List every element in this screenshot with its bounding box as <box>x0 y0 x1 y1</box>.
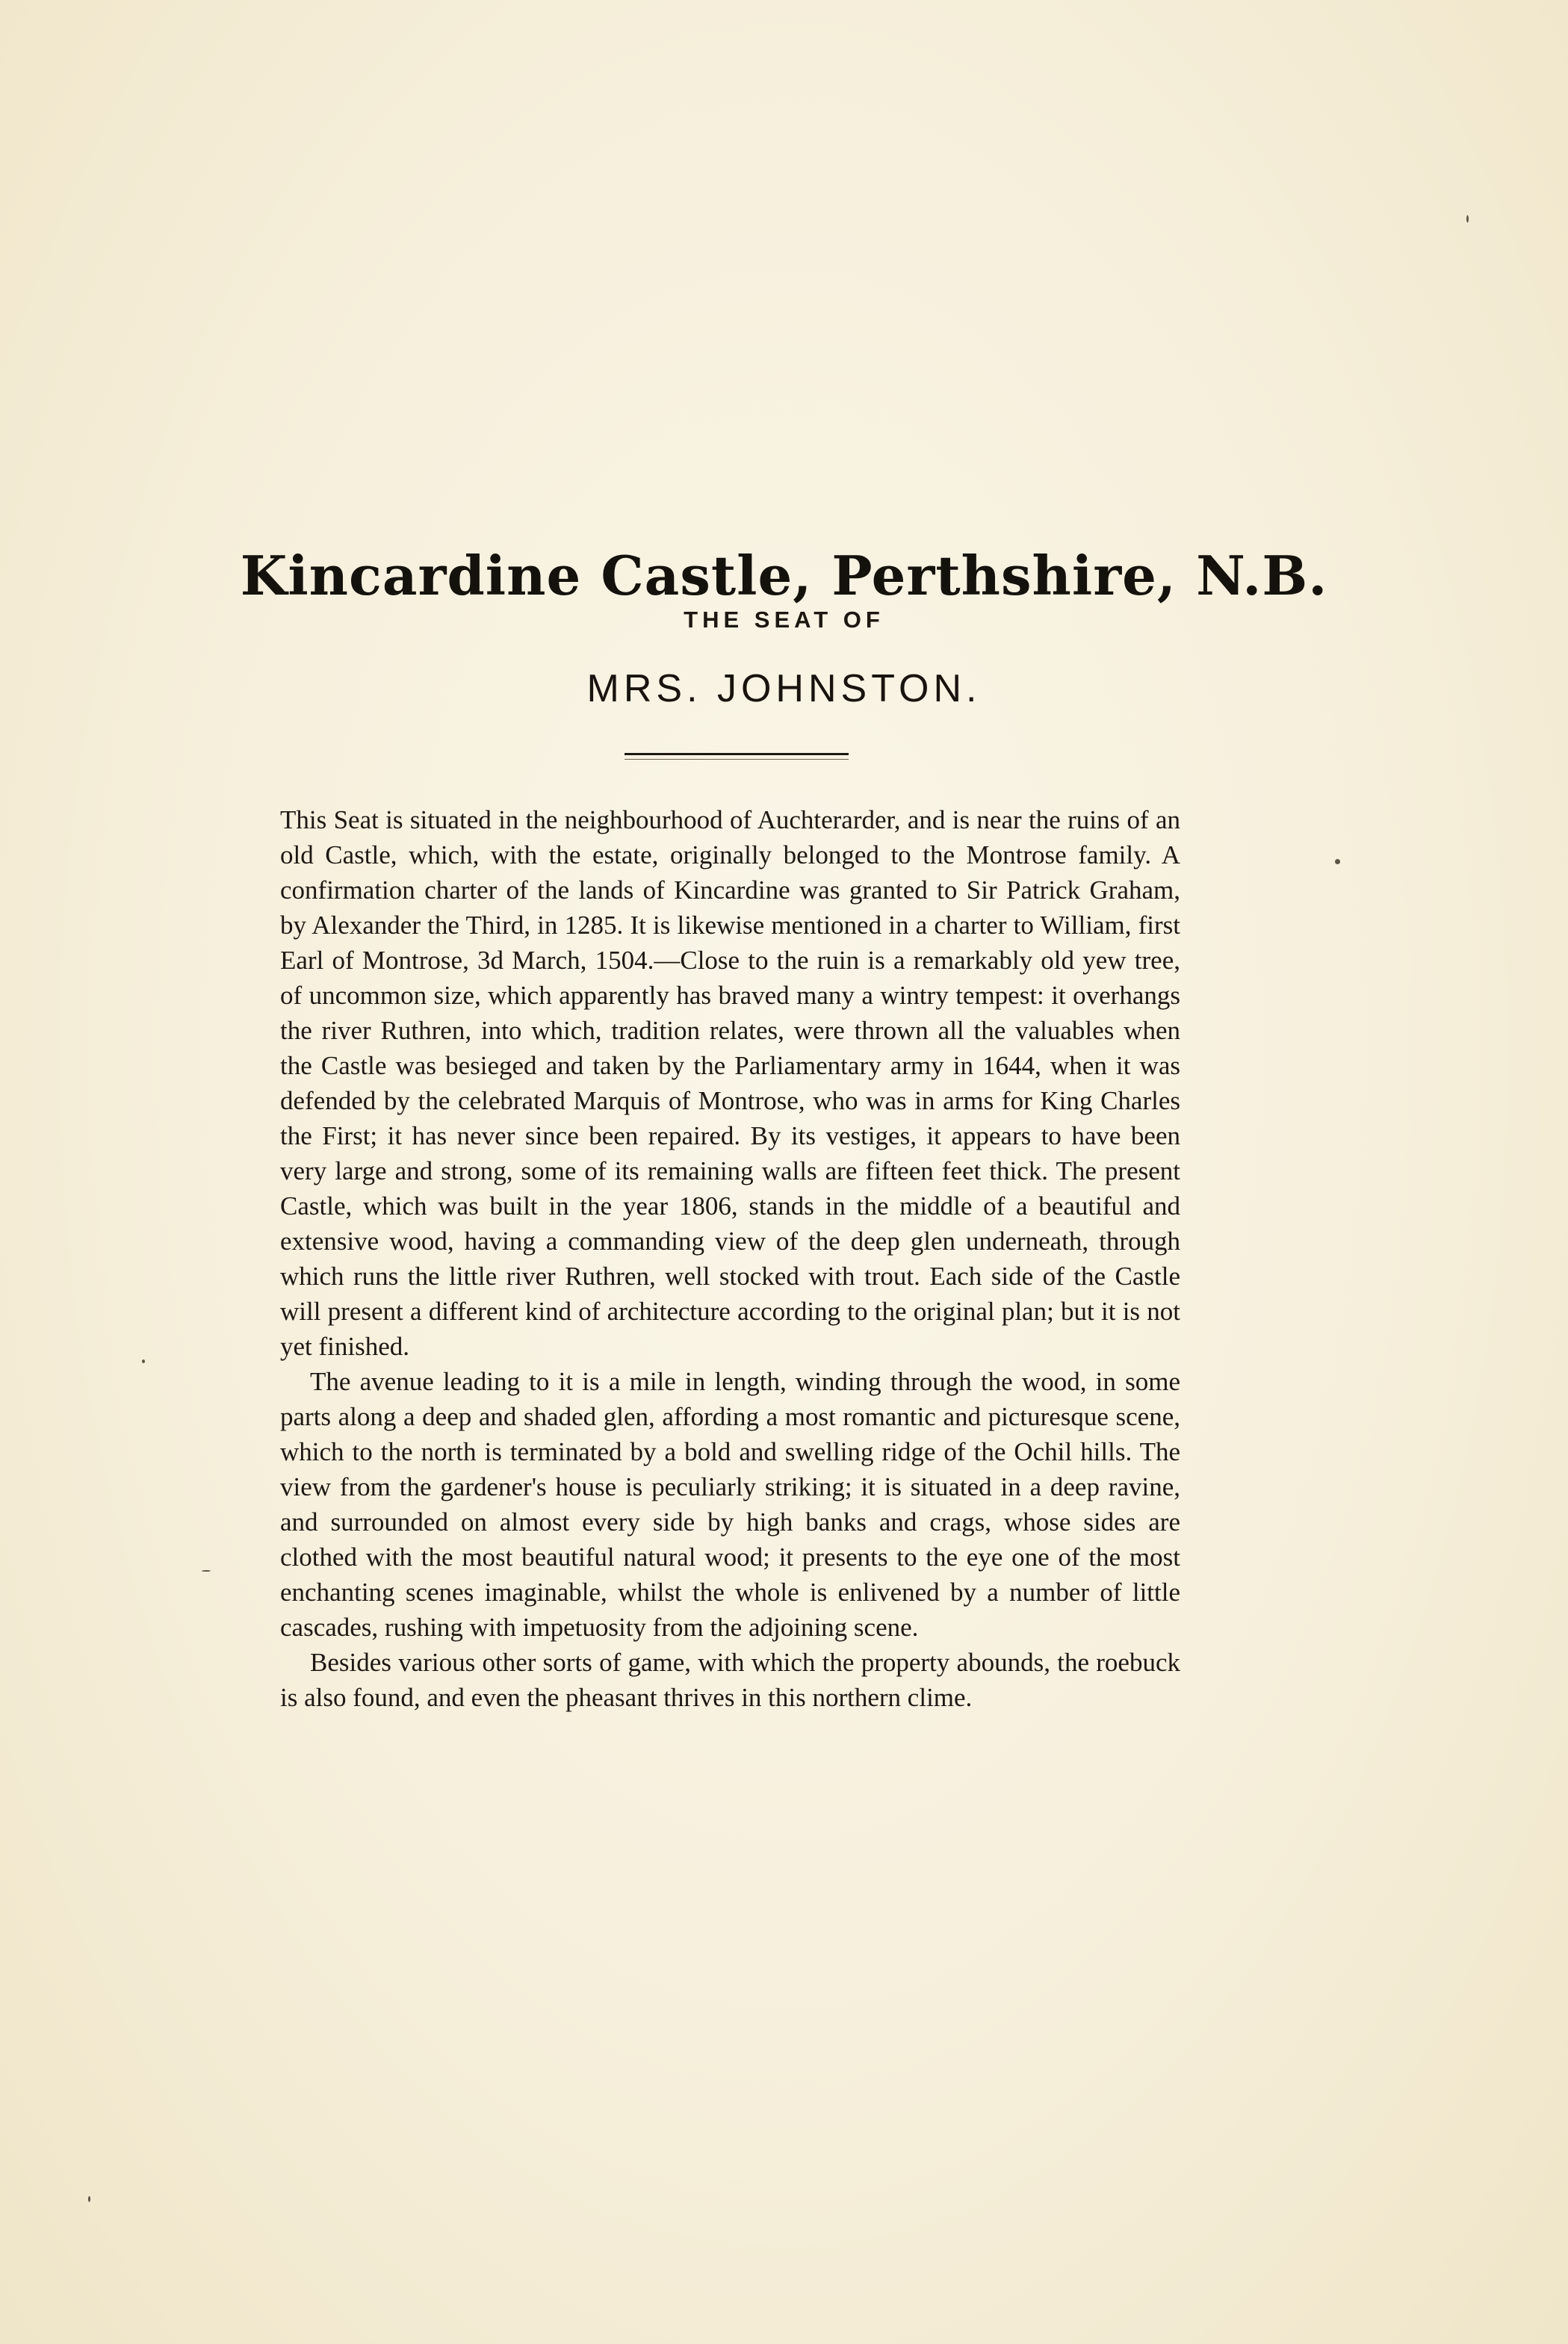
owner-name: MRS. JOHNSTON. <box>586 667 982 710</box>
paragraph-2: The avenue leading to it is a mile in length, winding through the wood, in some parts along a deep and shaded glen, affording a most romantic and picturesque scene, which to the north is terminated by a bold and swelling ridge of the Ochil hills. The view from the gardener's house is peculiarly striking; it is situated in a deep ravine, and surrounded on almost every side by high banks and crags, whose sides are clothed with the most beautiful natural wood; it presents to the eye one of the most enchanting scenes imaginable, whilst the whole is enlivened by a number of little cascades, rushing with impetuosity from the adjoining scene. <box>280 1367 1180 1642</box>
subtitle: THE SEAT OF <box>684 607 884 633</box>
paper-speck <box>142 1359 145 1363</box>
paper-speck <box>88 2196 90 2202</box>
paper-speck <box>1466 215 1469 223</box>
paper-speck <box>1335 859 1340 864</box>
paragraph-3: Besides various other sorts of game, with which the property abounds, the roebuck is also found, and even the pheasant thrives in this northern clime. <box>280 1648 1180 1712</box>
page-title: Kincardine Castle, Perthshire, N.B. <box>240 544 1328 608</box>
paper-speck <box>202 1570 211 1572</box>
paragraph-1: This Seat is situated in the neighbourhood of Auchterarder, and is near the ruins of an old Castle, which, with the estate, originally belonged to the Montrose family. A confirmation charter of the lands of Kincardine was granted to Sir Patrick Graham, by Alexander the Third, in 1285. It is likewise mentioned in a charter to William, first Earl of Montrose, 3d March, 1504.—Close to the ruin is a remarkably old yew tree, of uncommon size, which apparently has braved many a wintry tempest: it overhangs the river Ruthren, into which, tradition relates, were thrown all the valuables when the Castle was besieged and taken by the Parliamentary army in 1644, when it was defended by the celebrated Marquis of Montrose, who was in arms for King Charles the First; it has never since been repaired. By its vestiges, it appears to have been very large and strong, some of its remaining walls are fifteen feet thick. The present Castle, which was built in the year 1806, stands in the middle of a beautiful and extensive wood, having a commanding view of the deep glen underneath, through which runs the little river Ruthren, well stocked with trout. Each side of the Castle will present a different kind of architecture according to the original plan; but it is not yet finished. <box>280 805 1180 1361</box>
divider-rule <box>625 753 849 755</box>
body-text <box>280 802 1180 1715</box>
divider-rule-thin <box>625 759 849 760</box>
